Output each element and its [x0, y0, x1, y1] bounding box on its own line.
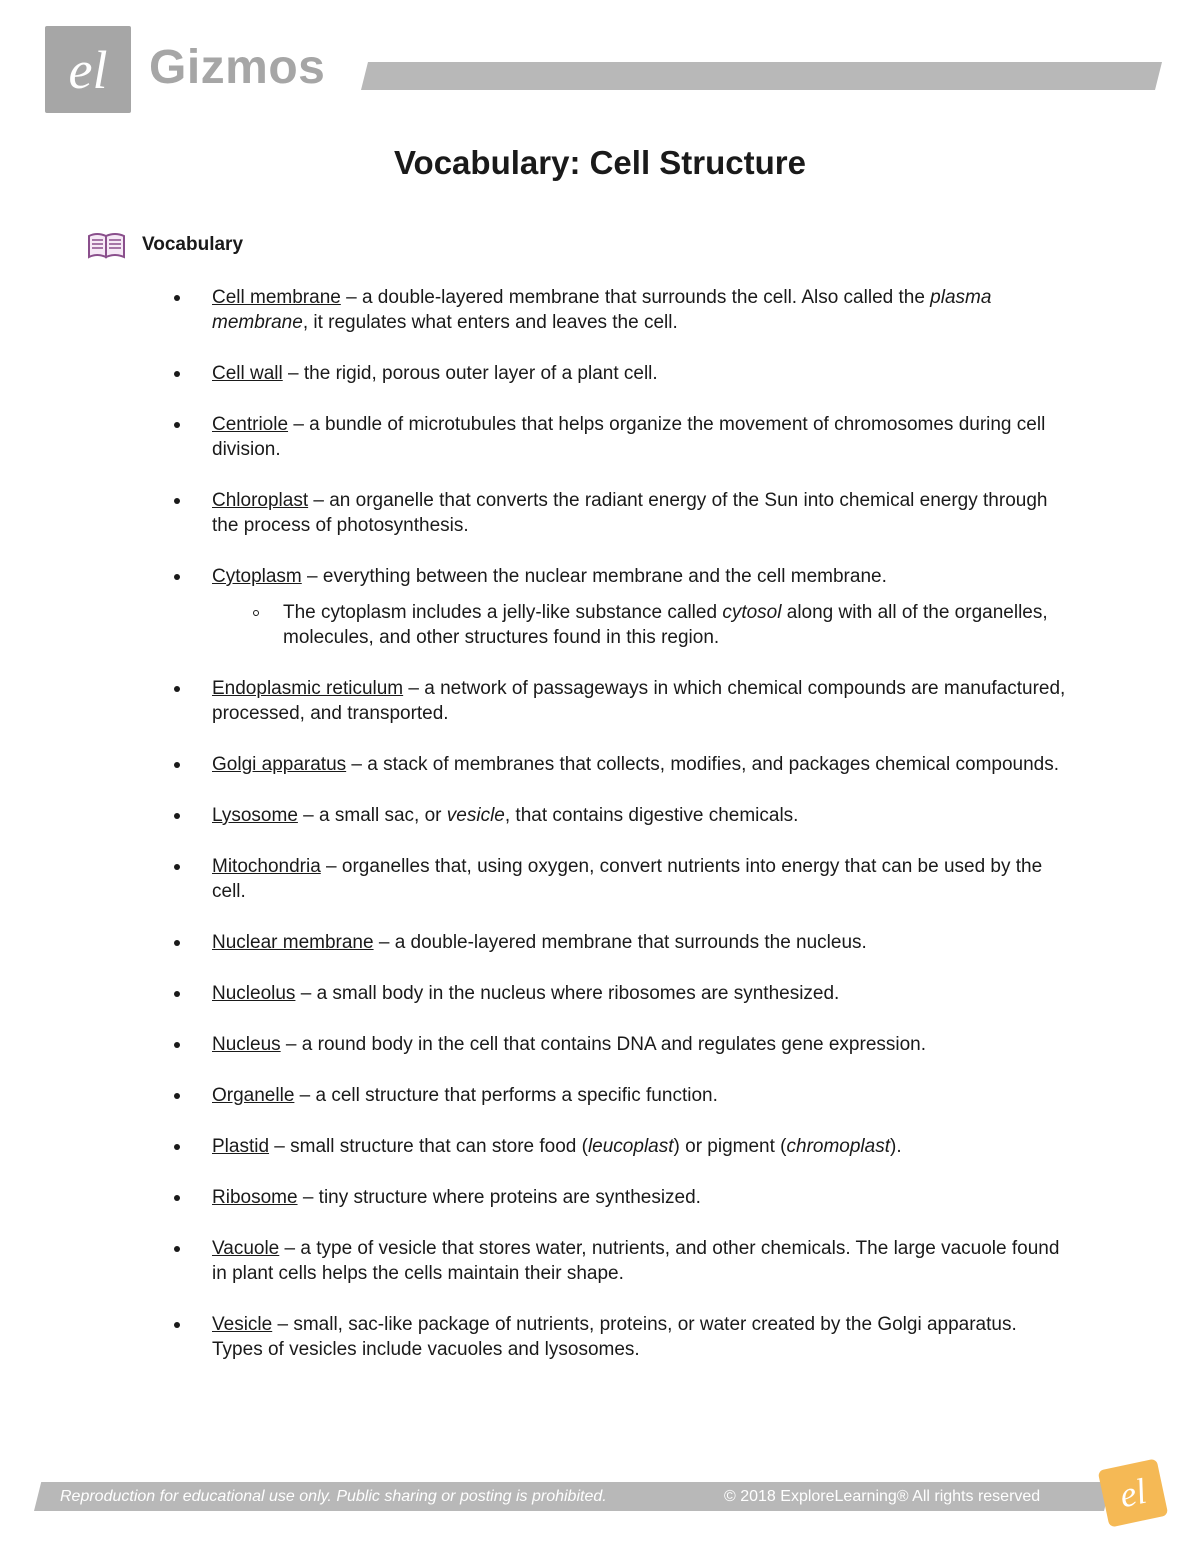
bullet-icon: [174, 371, 180, 377]
vocab-item: [170, 1083, 1070, 1108]
separator: –: [279, 1238, 301, 1259]
vocab-term: Mitochondria: [212, 856, 321, 877]
vocab-item: [170, 930, 1070, 955]
vocab-definition: a stack of membranes that collects, modifies, and packages chemical compounds.: [367, 754, 1060, 775]
footer-logo: [1098, 1458, 1169, 1527]
bullet-icon: [174, 1144, 180, 1150]
vocab-definition: an organelle that converts the radiant energy of the Sun into chemical energy through the process of photosynthesis.: [212, 490, 1048, 536]
vocab-term: Centriole: [212, 414, 289, 435]
separator: –: [272, 1314, 294, 1335]
circle-bullet-icon: [253, 610, 259, 616]
separator: –: [403, 678, 425, 699]
vocab-term: Ribosome: [212, 1187, 298, 1208]
separator: –: [269, 1136, 291, 1157]
vocab-definition: small structure that can store food (: [290, 1136, 588, 1157]
vocab-definition-cont: , that contains digestive chemicals.: [504, 805, 799, 826]
vocab-term: Plastid: [212, 1136, 270, 1157]
vocab-term: Lysosome: [212, 805, 298, 826]
vocabulary-list: [170, 285, 1070, 1388]
vocab-item: [170, 1185, 1070, 1210]
vocab-item: [170, 752, 1070, 777]
bullet-icon: [174, 295, 180, 301]
vocab-emphasis: plasma membrane: [212, 287, 992, 333]
bullet-icon: [174, 498, 180, 504]
vocab-definition: a small body in the nucleus where ribosomes are synthesized.: [316, 983, 840, 1004]
vocab-definition-cont: , it regulates what enters and leaves the cell.: [302, 312, 678, 333]
bullet-icon: [174, 422, 180, 428]
vocab-term: Endoplasmic reticulum: [212, 678, 404, 699]
footer-logo-mark: el: [1116, 1470, 1150, 1516]
vocab-definition: a network of passageways in which chemical compounds are manufactured, processed, and transported.: [212, 678, 1066, 724]
vocab-definition: a round body in the cell that contains DNA and regulates gene expression.: [301, 1034, 927, 1055]
bullet-icon: [174, 686, 180, 692]
separator: –: [280, 1034, 302, 1055]
vocab-emphasis: chromoplast: [786, 1136, 890, 1157]
vocab-definition: a type of vesicle that stores water, nutrients, and other chemicals. The large vacuole found in plant cells helps the cells maintain their shape.: [212, 1238, 1060, 1284]
brand-name: Gizmos: [149, 41, 326, 94]
vocab-definition: a cell structure that performs a specific function.: [315, 1085, 718, 1106]
vocab-term: Vacuole: [212, 1238, 280, 1259]
bullet-icon: [174, 1246, 180, 1252]
vocab-definition: small, sac-like package of nutrients, proteins, or water created by the Golgi apparatus. Types of vesicles include vacuoles and lysosomes.: [212, 1314, 1017, 1360]
vocab-definition: everything between the nuclear membrane and the cell membrane.: [322, 566, 887, 587]
vocab-term: Organelle: [212, 1085, 295, 1106]
sub-list: [212, 600, 1070, 650]
vocab-term: Cell membrane: [212, 287, 341, 308]
vocab-item: [170, 854, 1070, 904]
book-icon: [86, 230, 128, 260]
separator: –: [294, 1085, 316, 1106]
vocab-definition-cont: ) or pigment (: [673, 1136, 787, 1157]
vocab-item: [170, 676, 1070, 726]
bullet-icon: [174, 813, 180, 819]
vocab-term: Cell wall: [212, 363, 283, 384]
vocab-definition-cont: ).: [890, 1136, 902, 1157]
bullet-icon: [174, 1195, 180, 1201]
separator: –: [320, 856, 342, 877]
separator: –: [288, 414, 310, 435]
bullet-icon: [174, 1042, 180, 1048]
bullet-icon: [174, 940, 180, 946]
vocab-definition: a bundle of microtubules that helps organize the movement of chromosomes during cell division.: [212, 414, 1046, 460]
logo-box: [45, 26, 131, 113]
separator: –: [340, 287, 362, 308]
sub-item: [212, 600, 1070, 650]
logo-mark: el: [68, 39, 108, 100]
bullet-icon: [174, 1322, 180, 1328]
vocab-item: [170, 1236, 1070, 1286]
vocab-definition: the rigid, porous outer layer of a plant cell.: [303, 363, 658, 384]
vocab-term: Chloroplast: [212, 490, 309, 511]
bullet-icon: [174, 991, 180, 997]
vocab-term: Nuclear membrane: [212, 932, 374, 953]
vocab-definition: a double-layered membrane that surrounds the nucleus.: [394, 932, 867, 953]
separator: –: [282, 363, 304, 384]
vocab-definition: a double-layered membrane that surrounds the cell. Also called the: [361, 287, 931, 308]
separator: –: [297, 805, 320, 826]
vocab-item: [170, 285, 1070, 335]
bullet-icon: [174, 1093, 180, 1099]
separator: –: [346, 754, 368, 775]
vocab-item: [170, 1312, 1070, 1362]
vocab-definition: organelles that, using oxygen, convert nutrients into energy that can be used by the cell.: [212, 856, 1043, 902]
separator: –: [301, 566, 323, 587]
vocab-definition: tiny structure where proteins are synthesized.: [318, 1187, 701, 1208]
vocab-item: [170, 803, 1070, 828]
bullet-icon: [174, 574, 180, 580]
separator: –: [297, 1187, 319, 1208]
header-bar: [361, 62, 1162, 90]
vocab-term: Nucleus: [212, 1034, 281, 1055]
vocab-term: Nucleolus: [212, 983, 296, 1004]
vocab-term: Vesicle: [212, 1314, 273, 1335]
vocab-item: [170, 488, 1070, 538]
vocab-term: Golgi apparatus: [212, 754, 347, 775]
sub-text: The cytoplasm includes a jelly-like substance called: [283, 602, 723, 623]
vocab-term: Cytoplasm: [212, 566, 302, 587]
vocab-definition: a small sac, or: [319, 805, 447, 826]
footer-copyright: © 2018 ExploreLearning® All rights reserved: [724, 1488, 1041, 1505]
vocab-item: [170, 1032, 1070, 1057]
section-heading: Vocabulary: [142, 234, 244, 255]
vocab-item: [170, 1134, 1070, 1159]
vocab-item: [170, 361, 1070, 386]
bullet-icon: [174, 762, 180, 768]
vocab-emphasis: leucoplast: [587, 1136, 674, 1157]
sub-text-cont: along with all of the organelles, molecules, and other structures found in this region.: [283, 602, 1048, 648]
bullet-icon: [174, 864, 180, 870]
sub-emphasis: cytosol: [722, 602, 782, 623]
vocab-item: [170, 564, 1070, 650]
separator: –: [295, 983, 317, 1004]
separator: –: [308, 490, 330, 511]
vocab-item: [170, 412, 1070, 462]
vocab-emphasis: vesicle: [446, 805, 505, 826]
separator: –: [373, 932, 395, 953]
vocab-item: [170, 981, 1070, 1006]
page-title: Vocabulary: Cell Structure: [393, 144, 806, 181]
footer-notice: Reproduction for educational use only. Public sharing or posting is prohibited.: [60, 1488, 607, 1505]
